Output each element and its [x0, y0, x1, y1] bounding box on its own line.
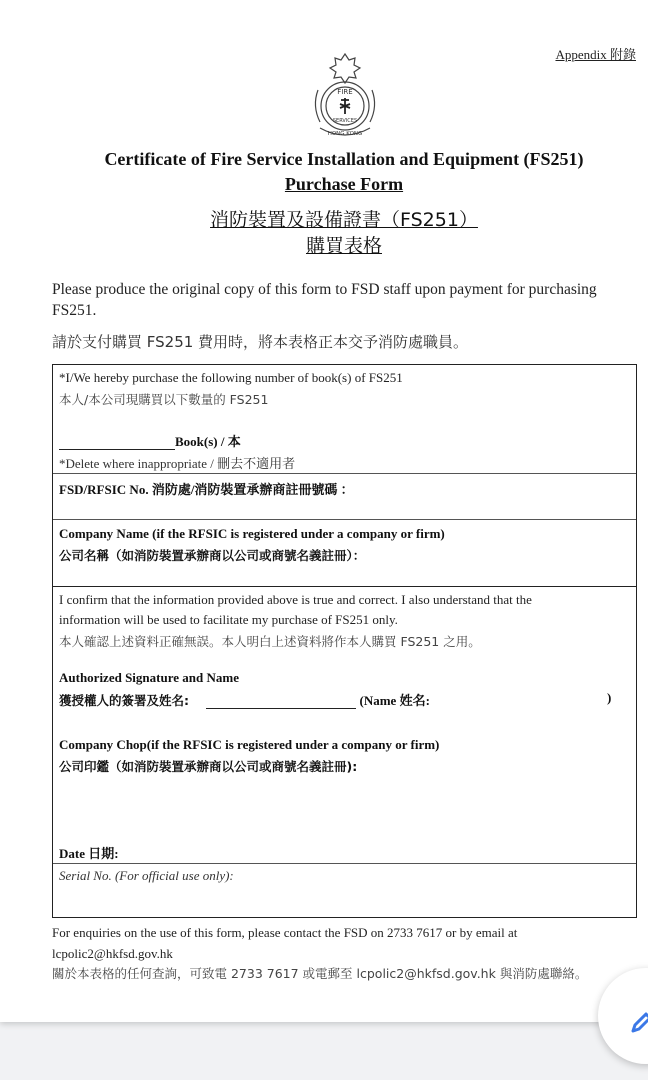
company-name-section[interactable]	[53, 520, 636, 586]
date-label: Date 日期:	[59, 846, 119, 861]
intro-text-zh: 請於支付購買 FS251 費用時，將本表格正本交予消防處職員。	[52, 333, 469, 351]
books-label: Book(s) / 本	[175, 434, 241, 449]
signature-label-en: Authorized Signature and Name	[59, 670, 239, 685]
signature-row	[59, 690, 629, 709]
enquiry-email: lcpolic2@hkfsd.gov.hk	[52, 946, 173, 961]
form-title-en: Certificate of Fire Service Installation and Equipment (FS251)	[104, 149, 584, 169]
declaration-text-en-1: I confirm that the information provided above is true and correct. I also understand that the	[59, 592, 532, 607]
svg-text:FIRE: FIRE	[337, 88, 353, 96]
form-subtitle-zh: 購買表格	[305, 235, 382, 257]
declaration-text-zh: 本人確認上述資料正確無誤。本人明白上述資料將作本人購買 FS251 之用。	[59, 634, 481, 649]
signature-field[interactable]	[206, 694, 356, 709]
company-chop-label-en: Company Chop(if the RFSIC is registered under a company or firm)	[59, 737, 440, 752]
enquiry-text-zh: 關於本表格的任何查詢，可致電 2733 7617 或電郵至 lcpolic2@hkfsd.gov.hk 與消防處聯絡。	[52, 966, 588, 981]
declaration-text-en-2: information will be used to facilitate my purchase of FS251 only.	[59, 612, 398, 627]
declaration-section	[53, 587, 636, 863]
signature-label-zh: 獲授權人的簽署及姓名:	[59, 693, 189, 708]
purchase-line-en: *I/We hereby purchase the following number of book(s) of FS251	[59, 370, 403, 385]
pencil-edit-icon	[630, 1010, 648, 1034]
company-name-label-zh: 公司名稱（如消防裝置承辦商以公司或商號名義註冊）：	[59, 548, 366, 563]
fsd-no-section[interactable]	[53, 474, 636, 519]
svg-text:HONG KONG: HONG KONG	[327, 131, 363, 137]
appendix-label: Appendix 附錄	[555, 47, 636, 62]
name-close-paren: )	[607, 690, 612, 705]
name-label: (Name 姓名:	[359, 693, 430, 708]
purchase-line-zh: 本人/本公司現購買以下數量的 FS251	[59, 392, 269, 407]
books-quantity-field[interactable]	[59, 435, 175, 450]
serial-label: Serial No. (For official use only):	[59, 868, 234, 883]
form-subtitle-en: Purchase Form	[284, 174, 404, 194]
delete-note: *Delete where inappropriate / 刪去不適用者	[59, 456, 296, 471]
books-quantity-row	[59, 431, 241, 450]
company-name-label-en: Company Name (if the RFSIC is registered under a company or firm)	[59, 526, 445, 541]
intro-text-en: Please produce the original copy of this form to FSD staff upon payment for purchasing FS251.	[52, 281, 597, 319]
company-chop-area[interactable]	[53, 777, 636, 837]
form-title-zh: 消防裝置及設備證書（FS251）	[210, 209, 478, 231]
purchase-form-table	[52, 364, 637, 918]
purchase-section	[53, 365, 636, 474]
fire-services-crest-icon	[306, 50, 384, 142]
svg-text:SERVICES: SERVICES	[332, 118, 358, 124]
serial-section	[53, 864, 636, 918]
enquiry-text-en	[52, 922, 632, 964]
enquiry-line-1: For enquiries on the use of this form, please contact the FSD on 2733 7617 or by email at	[52, 925, 518, 940]
fsd-no-label: FSD/RFSIC No. 消防處/消防裝置承辦商註冊號碼 ：	[59, 482, 354, 497]
company-chop-label-zh: 公司印鑑（如消防裝置承辦商以公司或商號名義註冊):	[59, 759, 358, 774]
